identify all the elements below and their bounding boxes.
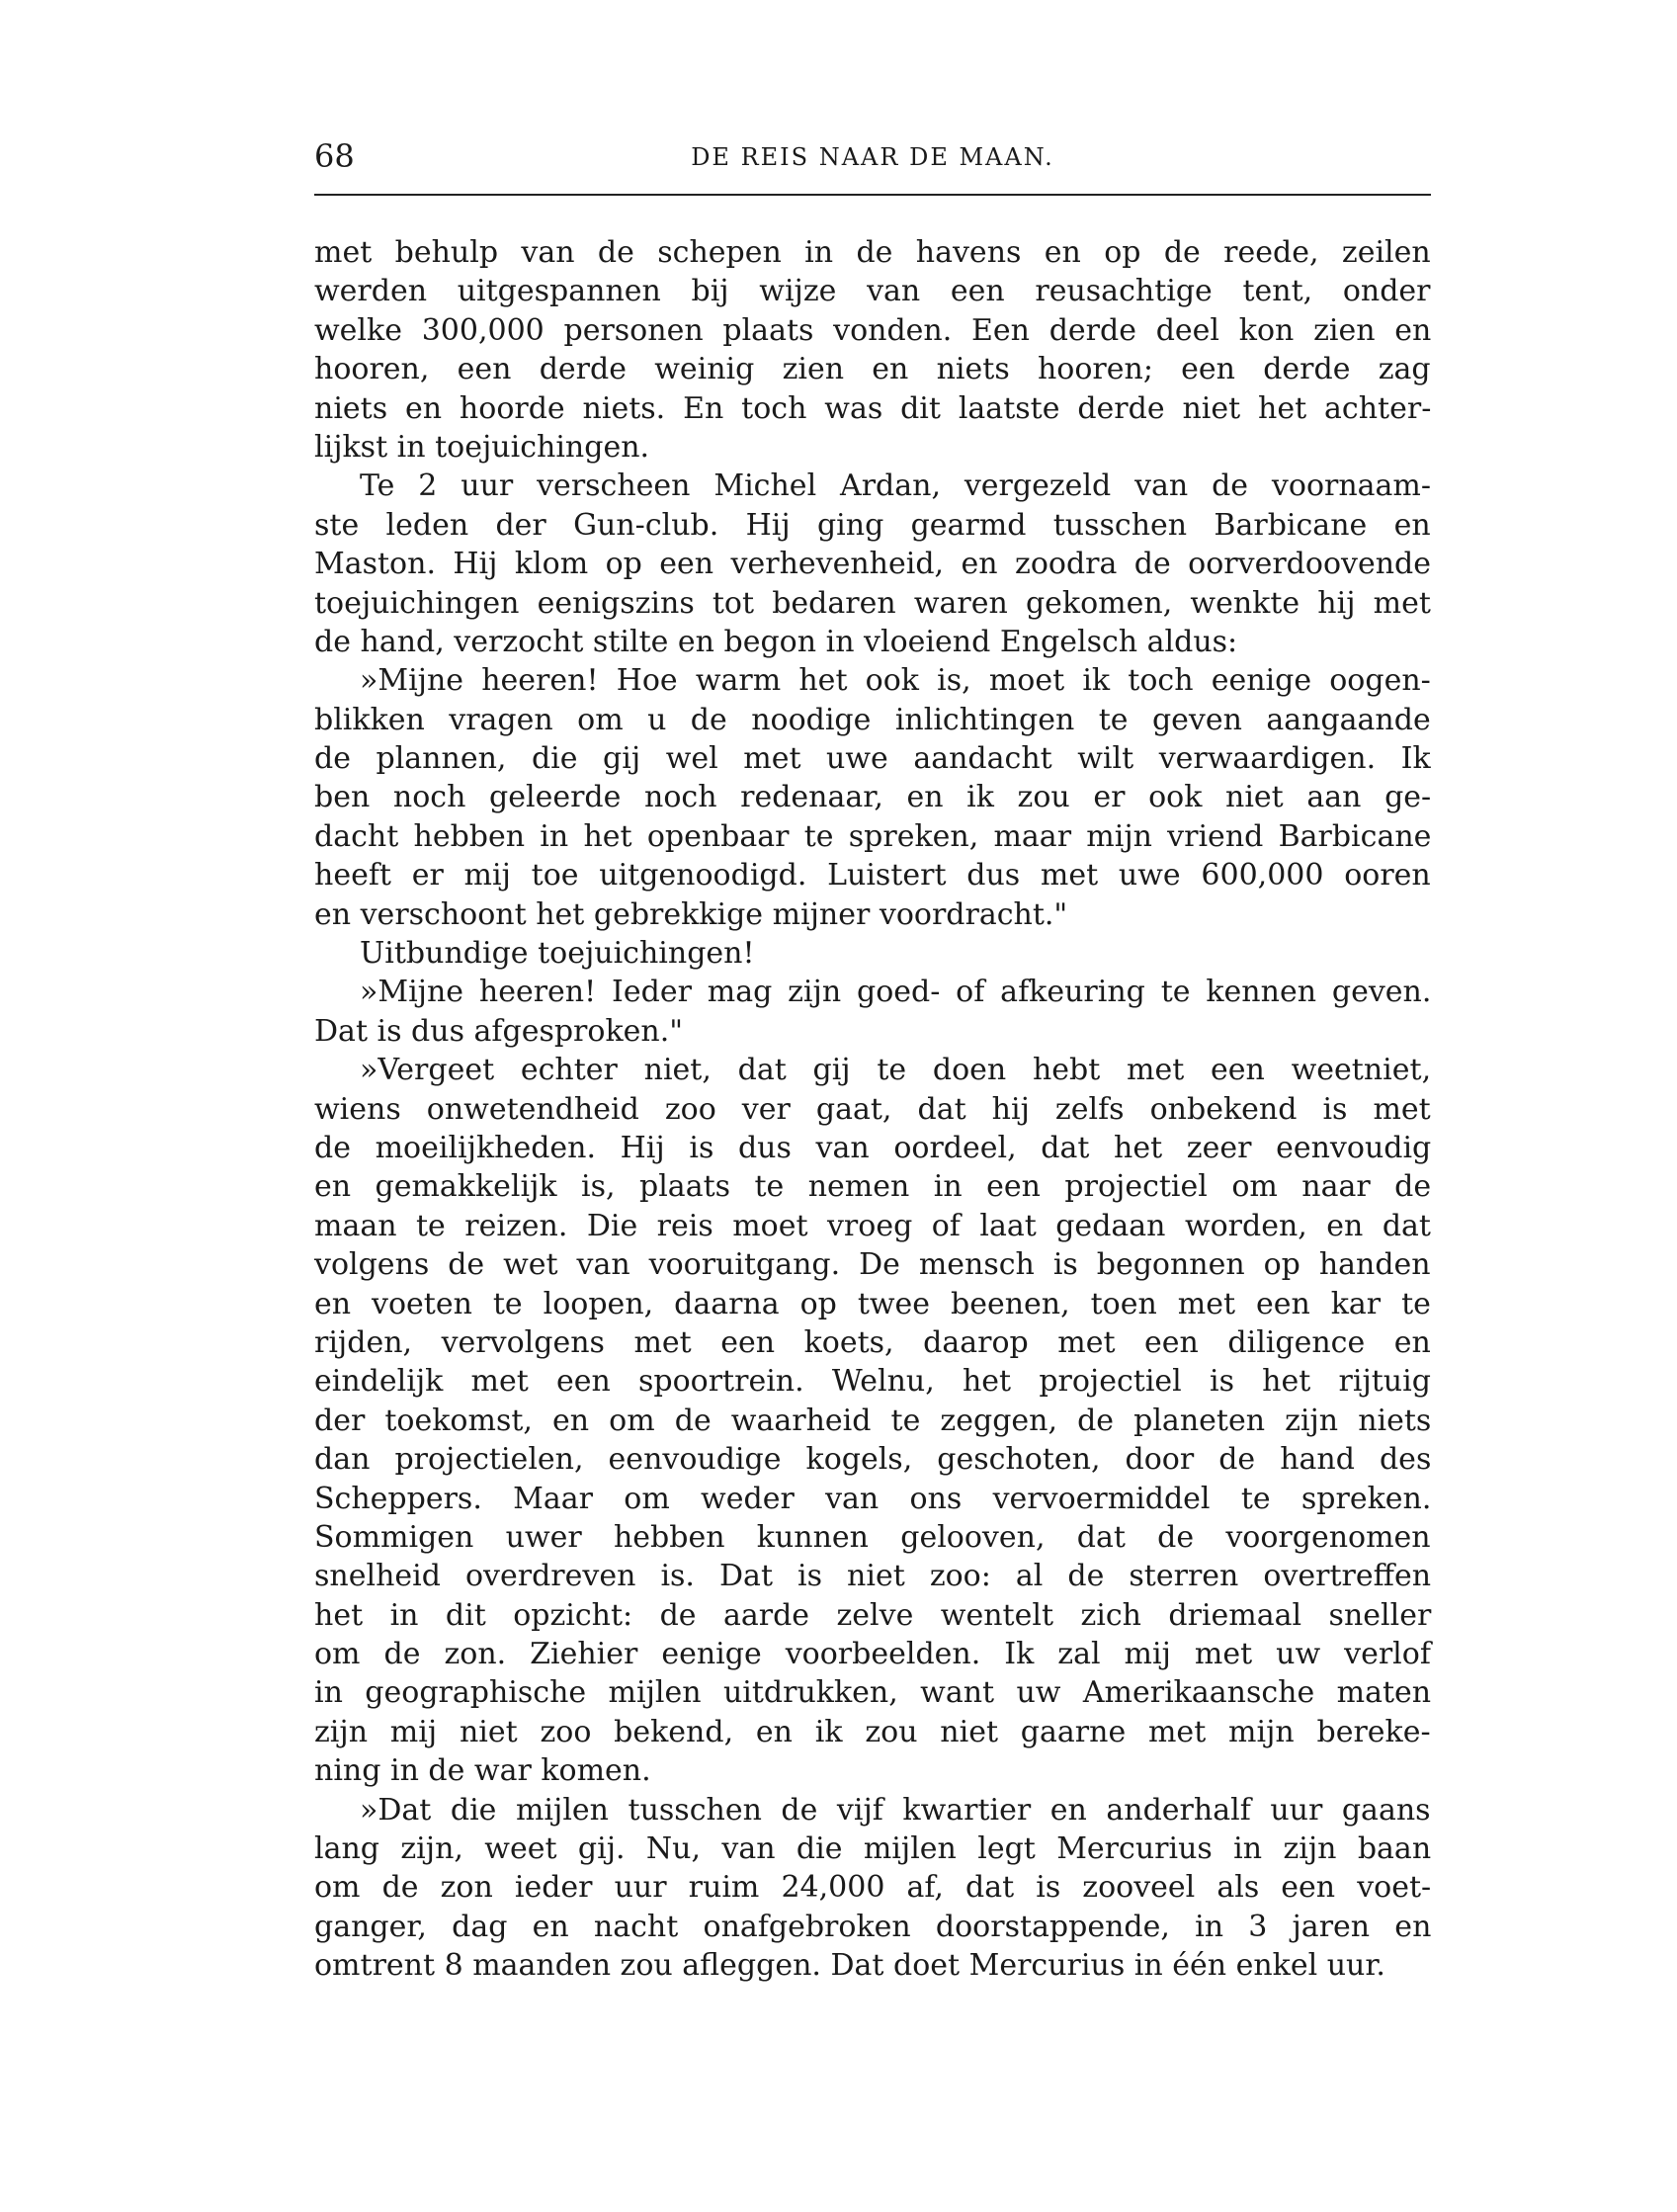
text-line: »Vergeet echter niet, dat gij te doen hebt met een weetniet, xyxy=(360,1053,1432,1088)
text-line: ben noch geleerde noch redenaar, en ik zou er ook niet aan ge- xyxy=(314,780,1432,815)
text-line: Maston. Hij klom op een verhevenheid, en zoodra de oorverdoovende xyxy=(314,547,1431,582)
text-line: om de zon ieder uur ruim 24,000 af, dat is zooveel als een voet- xyxy=(314,1870,1432,1906)
text-line: en gemakkelijk is, plaats te nemen in een projectiel om naar de xyxy=(314,1169,1432,1205)
text-line: der toekomst, en om de waarheid te zeggen, de planeten zijn niets xyxy=(314,1403,1432,1438)
text-line: snelheid overdreven is. Dat is niet zoo: al de sterren overtreffen xyxy=(314,1559,1432,1594)
text-line: maan te reizen. Die reis moet vroeg of laat gedaan worden, en dat xyxy=(314,1208,1431,1243)
text-line: toejuichingen eenigszins tot bedaren waren gekomen, wenkte hij met xyxy=(314,585,1431,621)
running-head xyxy=(314,136,1431,186)
text-line: zijn mij niet zoo bekend, en ik zou niet gaarne met mijn bereke- xyxy=(314,1714,1431,1749)
text-line: ste leden der Gun-club. Hij ging gearmd tusschen Barbicane en xyxy=(314,507,1431,543)
text-line: omtrent 8 maanden zou afleggen. Dat doet Mercurius in één enkel uur. xyxy=(314,1948,1385,1984)
text-line: »Dat die mijlen tusschen de vijf kwartier en anderhalf uur gaans xyxy=(360,1792,1431,1828)
body-text xyxy=(314,233,1451,1986)
text-line: werden uitgespannen bij wijze van een reusachtige tent, onder xyxy=(314,274,1431,309)
text-line: volgens de wet van vooruitgang. De mensch is begonnen op handen xyxy=(314,1247,1431,1283)
text-line: lang zijn, weet gij. Nu, van die mijlen legt Mercurius in zijn baan xyxy=(314,1831,1432,1867)
text-line: blikken vragen om u de noodige inlichtingen te geven aangaande xyxy=(314,702,1431,737)
text-line: welke 300,000 personen plaats vonden. Een derde deel kon zien en xyxy=(314,312,1432,348)
text-line: het in dit opzicht: de aarde zelve wentelt zich driemaal sneller xyxy=(314,1597,1432,1633)
text-line: dan projectielen, eenvoudige kogels, geschoten, door de hand des xyxy=(314,1442,1432,1478)
text-line: Scheppers. Maar om weder van ons vervoermiddel te spreken. xyxy=(314,1481,1432,1516)
text-line: en voeten te loopen, daarna op twee beenen, toen met een kar te xyxy=(314,1286,1431,1321)
text-line: rijden, vervolgens met een koets, daarop met een diligence en xyxy=(314,1324,1431,1360)
header-rule xyxy=(314,194,1431,196)
text-line: ganger, dag en nacht onafgebroken doorstappende, in 3 jaren en xyxy=(314,1909,1432,1944)
text-line: dacht hebben in het openbaar te spreken, maar mijn vriend Barbicane xyxy=(314,818,1432,854)
text-line: en verschoont het gebrekkige mijner voordracht." xyxy=(314,896,1068,932)
text-line: »Mijne heeren! Ieder mag zijn goed- of afkeuring te kennen geven. xyxy=(360,975,1432,1010)
text-line: de moeilijkheden. Hij is dus van oordeel, dat het zeer eenvoudig xyxy=(314,1130,1432,1165)
text-line: Te 2 uur verscheen Michel Ardan, vergezeld van de voornaam- xyxy=(360,468,1432,504)
text-line: de hand, verzocht stilte en begon in vloeiend Engelsch aldus: xyxy=(314,624,1238,659)
text-line: lijkst in toejuichingen. xyxy=(314,429,650,465)
text-line: Uitbundige toejuichingen! xyxy=(360,936,755,972)
running-title: DE REIS NAAR DE MAAN. xyxy=(691,143,1054,171)
text-line: eindelijk met een spoortrein. Welnu, het projectiel is het rijtuig xyxy=(314,1364,1431,1400)
text-line: wiens onwetendheid zoo ver gaat, dat hij zelfs onbekend is met xyxy=(314,1091,1431,1127)
text-line: niets en hoorde niets. En toch was dit laatste derde niet het achter- xyxy=(314,390,1432,426)
text-line: in geographische mijlen uitdrukken, want uw Amerikaansche maten xyxy=(314,1675,1432,1711)
text-line: ning in de war komen. xyxy=(314,1753,651,1789)
text-line: hooren, een derde weinig zien en niets hooren; een derde zag xyxy=(314,352,1431,387)
text-line: heeft er mij toe uitgenoodigd. Luistert dus met uwe 600,000 ooren xyxy=(314,858,1431,893)
text-line: met behulp van de schepen in de havens en op de reede, zeilen xyxy=(314,235,1431,270)
text-line: »Mijne heeren! Hoe warm het ook is, moet ik toch eenige oogen- xyxy=(360,663,1431,699)
page-number: 68 xyxy=(314,137,355,175)
text-line: Dat is dus afgesproken." xyxy=(314,1013,684,1049)
text-line: Sommigen uwer hebben kunnen gelooven, dat de voorgenomen xyxy=(314,1519,1431,1555)
text-line: de plannen, die gij wel met uwe aandacht wilt verwaardigen. Ik xyxy=(314,741,1431,777)
text-line: om de zon. Ziehier eenige voorbeelden. Ik zal mij met uw verlof xyxy=(314,1637,1431,1672)
